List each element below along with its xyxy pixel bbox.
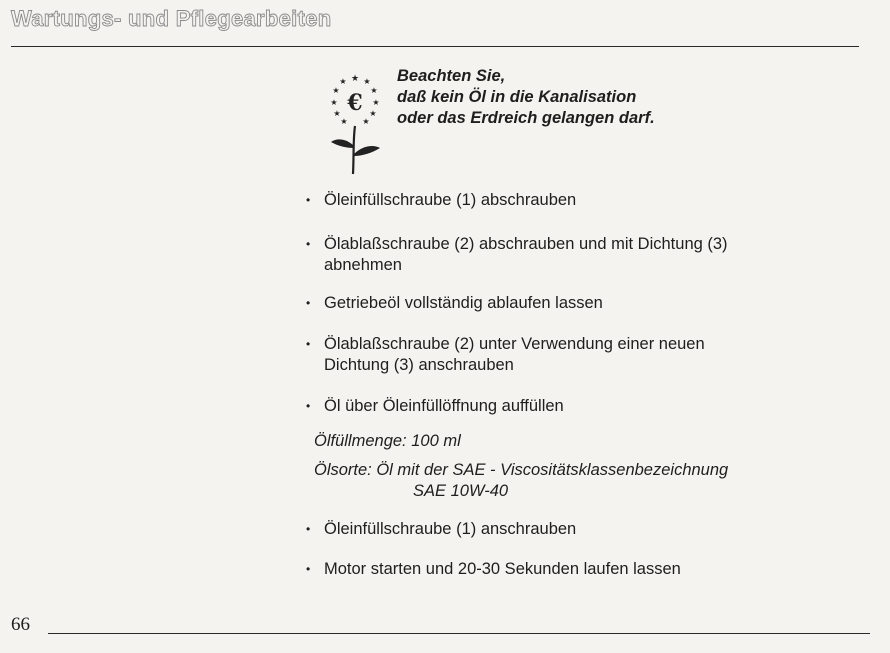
- bullet: •: [306, 522, 311, 536]
- svg-text:★: ★: [370, 86, 378, 95]
- step-text: Ölablaßschraube (2) unter Verwendung einer neuen: [324, 335, 705, 353]
- bullet: •: [306, 399, 311, 413]
- bullet: •: [306, 193, 311, 207]
- notice-line: oder das Erdreich gelangen darf.: [397, 109, 655, 127]
- notice-line: Beachten Sie,: [397, 67, 506, 85]
- step-text: Motor starten und 20-30 Sekunden laufen lassen: [324, 560, 681, 578]
- bullet: •: [306, 562, 311, 576]
- svg-text:★: ★: [369, 109, 377, 118]
- bullet: •: [306, 237, 311, 251]
- step-text: Ölablaßschraube (2) abschrauben und mit Dichtung (3): [324, 235, 728, 253]
- step-text: Öleinfüllschraube (1) anschrauben: [324, 520, 577, 538]
- svg-text:★: ★: [339, 77, 347, 86]
- step-text: Öleinfüllschraube (1) abschrauben: [324, 191, 577, 209]
- bullet: •: [306, 337, 311, 351]
- svg-text:★: ★: [372, 98, 380, 107]
- step-text: Dichtung (3) anschrauben: [324, 356, 514, 374]
- eu-ecolabel-flower-icon: [328, 68, 382, 180]
- svg-text:€: €: [347, 90, 363, 116]
- oil-type-grade: SAE 10W-40: [413, 482, 509, 500]
- footer-rule: [48, 633, 870, 634]
- svg-text:★: ★: [350, 74, 360, 84]
- step-text: Getriebeöl vollständig ablaufen lassen: [324, 294, 603, 312]
- bullet: •: [306, 296, 311, 310]
- oil-type: Ölsorte: Öl mit der SAE - Viscositätsklassenbezeichnung: [314, 461, 729, 479]
- step-text: Öl über Öleinfüllöffnung auffüllen: [324, 397, 564, 415]
- notice-line: daß kein Öl in die Kanalisation: [397, 88, 637, 106]
- svg-text:★: ★: [362, 117, 370, 126]
- svg-text:★: ★: [332, 86, 340, 95]
- environment-notice: [397, 66, 655, 129]
- svg-text:★: ★: [333, 109, 341, 118]
- section-title: Wartungs- und Pflegearbeiten: [11, 6, 332, 31]
- step-text: abnehmen: [324, 256, 402, 274]
- page-number: 66: [11, 614, 30, 635]
- oil-amount: Ölfüllmenge: 100 ml: [314, 432, 461, 450]
- svg-text:★: ★: [330, 98, 338, 107]
- svg-text:★: ★: [340, 117, 348, 126]
- svg-text:★: ★: [363, 77, 371, 86]
- header-rule: [11, 46, 859, 47]
